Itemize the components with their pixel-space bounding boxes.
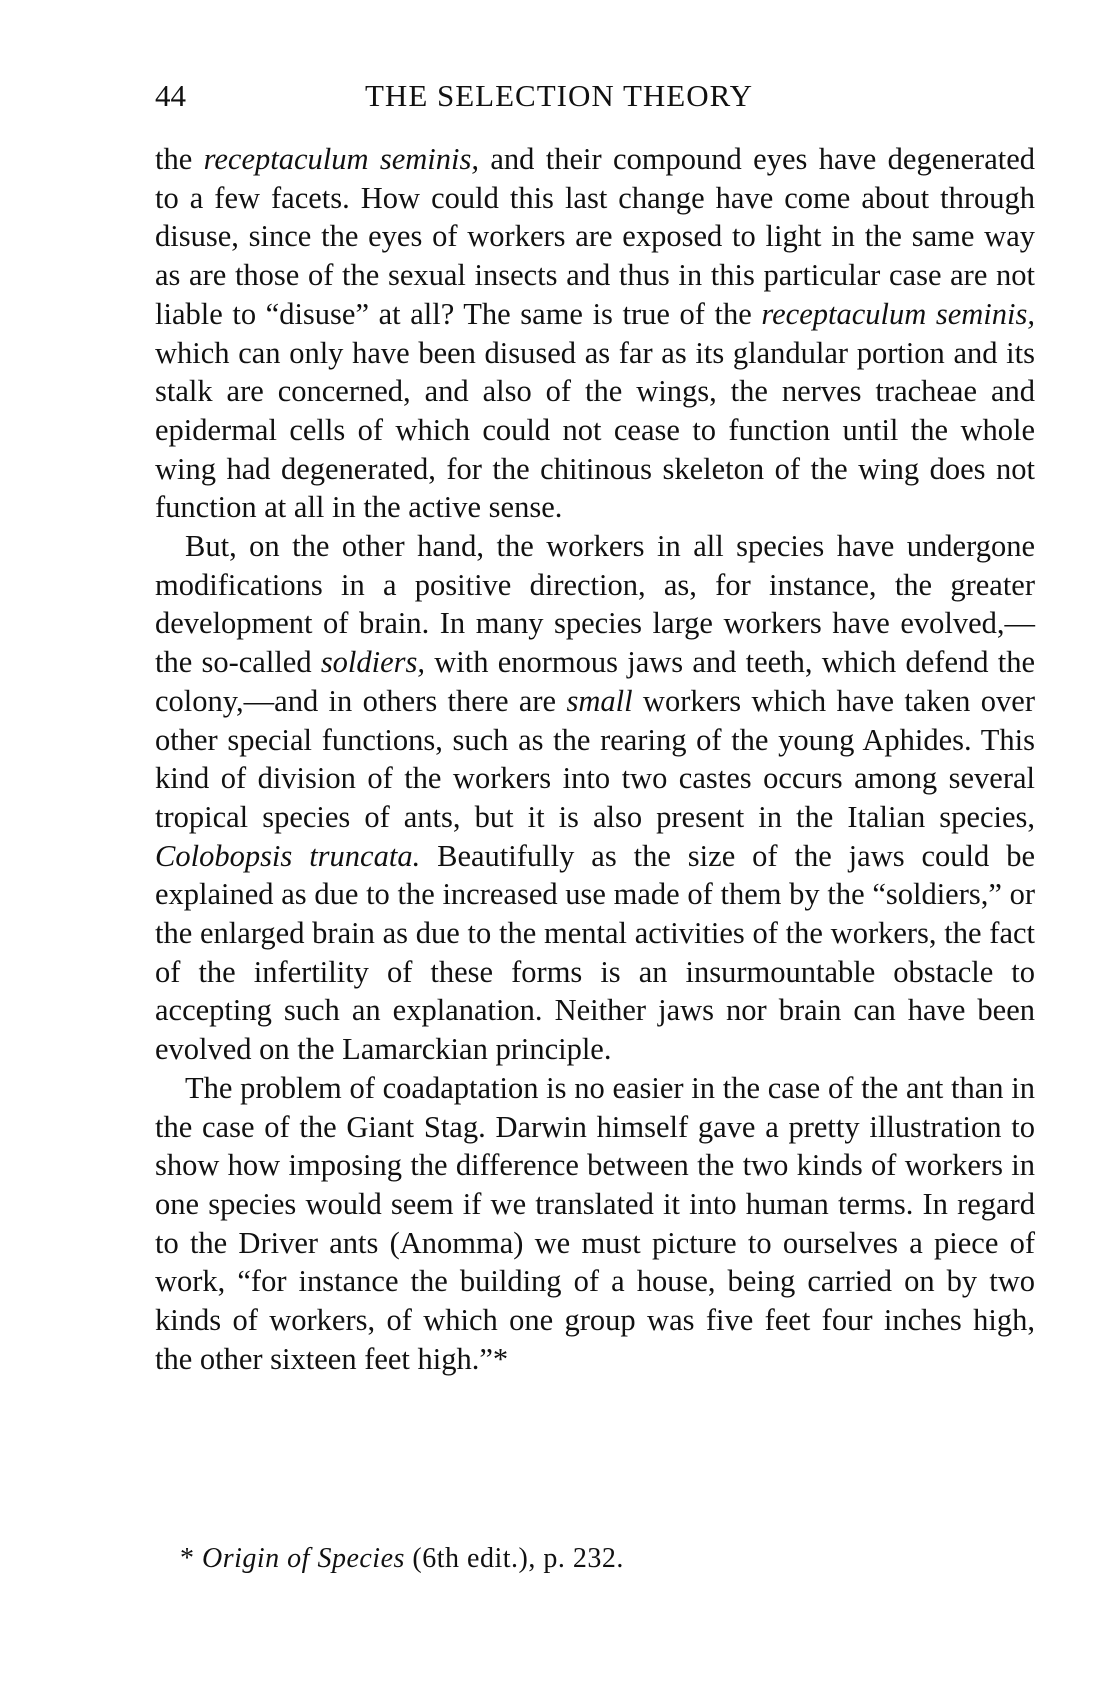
- paragraph: [155, 527, 1035, 1069]
- paragraph: [155, 1069, 1035, 1379]
- paragraph: [155, 140, 1035, 527]
- italic-term: receptaculum seminis,: [761, 296, 1035, 331]
- text-segment: The problem of coadaptation is no easier in the case of the ant than in the case of the Giant Stag. Darwin himself gave a pretty illustration to show how imposing the difference between the two kinds of workers in one species would seem if we translated it into human terms. In regard to the Driver ants (Anomma) we must picture to ourselves a piece of work, “for instance the building of a house, being carried on by two kinds of workers, of which one group was five feet four inches high, the other sixteen feet high.”*: [155, 1070, 1035, 1376]
- footnote: [180, 1543, 624, 1575]
- running-title: THE SELECTION THEORY: [365, 78, 753, 113]
- footnote-title: Origin of Species: [202, 1543, 405, 1574]
- text-segment: and their compound eyes have degenerated to a few facets. How could this last change have come about through disuse, since the eyes of workers are exposed to light in the same way as are those of the sexual insects and thus in this particular case are not liable to “disuse” at all? The same is true of the: [155, 142, 1035, 331]
- italic-term: soldiers,: [320, 645, 426, 680]
- body-text: [155, 140, 1035, 1379]
- italic-term: Colobopsis truncata.: [155, 838, 421, 873]
- footnote-marker: *: [180, 1543, 202, 1574]
- text-segment: with enormous jaws and teeth, which defend the colony,—and in others there are: [155, 645, 1035, 718]
- text-segment: Beautifully as the size of the jaws could be explained as due to the increased use made of them by the “soldiers,” or the enlarged brain as due to the mental activities of the workers, the fact of the infertility of these forms is an insurmountable obstacle to accepting such an explanation. Neither jaws nor brain can have been evolved on the Lamarckian principle.: [155, 838, 1035, 1067]
- text-segment: which can only have been disused as far as its glandular portion and its stalk are concerned, and also of the wings, the nerves tracheae and epidermal cells of which could not cease to function until the whole wing had degenerated, for the chitinous skeleton of the wing does not function at all in the active sense.: [155, 335, 1035, 525]
- text-segment: But, on the other hand, the workers in all species have undergone modifications in a positive direction, as, for instance, the greater development of brain. In many species large workers have evolved,—the so-called: [155, 529, 1035, 680]
- page-number: 44: [155, 78, 186, 113]
- page-header: [155, 78, 1035, 122]
- text-segment: the: [155, 142, 204, 176]
- italic-term: small: [566, 683, 633, 718]
- text-segment: workers which have taken over other special functions, such as the rearing of the young Aphides. This kind of division of the workers into two castes occurs among several tropical species of ants, but it is also present in the Italian species,: [155, 683, 1035, 834]
- italic-term: receptaculum seminis,: [203, 142, 479, 176]
- footnote-detail: (6th edit.), p. 232.: [404, 1543, 624, 1574]
